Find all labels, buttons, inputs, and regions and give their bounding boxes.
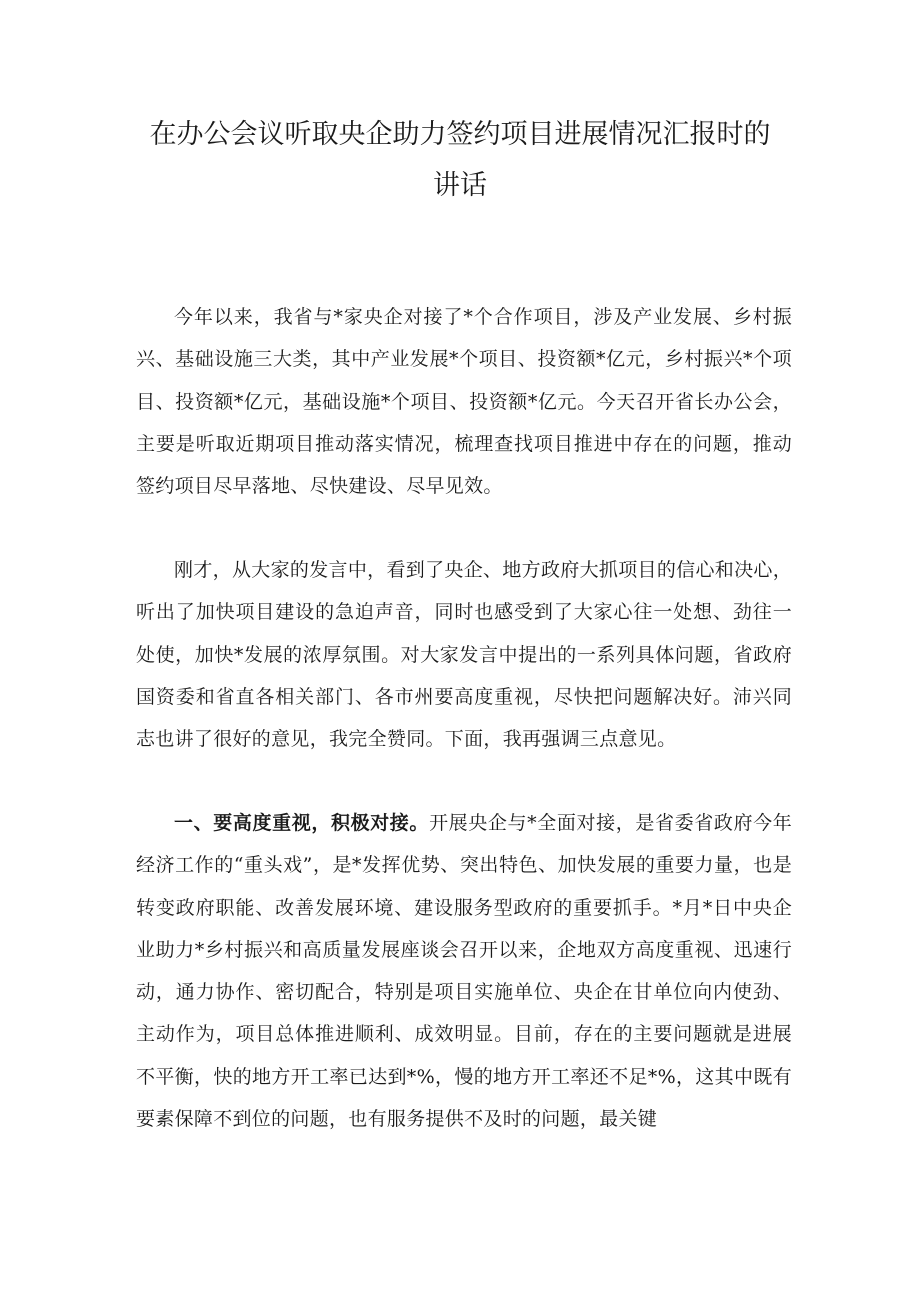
paragraph-3-body: 开展央企与*全面对接，是省委省政府今年经济工作的“重头戏”，是*发挥优势、突出特色、加快发展的重要力量，也是转变政府职能、改善发展环境、建设服务型政府的重要抓手。*月*日中央企业助力*乡村振兴和高质量发展座谈会召开以来，企地双方高度重视、迅速行动，通力协作、密切配合，特别是项目实施单位、央企在甘单位向内使劲、主动作为，项目总体推进顺利、成效明显。目前，存在的主要问题就是进展不平衡，快的地方开工率已达到*%，慢的地方开工率还不足*%，这其中既有要素保障不到位的问题，也有服务提供不及时的问题，最关键 — [136, 812, 793, 1131]
document-title-line2: 讲话 — [433, 170, 487, 201]
document-title-line1: 在办公会议听取央企助力签约项目进展情况汇报时的 — [149, 119, 771, 150]
section-heading-1: 一、要高度重视，积极对接。 — [174, 812, 430, 834]
paragraph-2: 刚才，从大家的发言中，看到了央企、地方政府大抓项目的信心和决心，听出了加快项目建设的急迫声音，同时也感受到了大家心往一处想、劲往一处使，加快*发展的浓厚氛围。对大家发言中提出的一系列具体问题，省政府国资委和省直各相关部门、各市州要高度重视，尽快把问题解决好。沛兴同志也讲了很好的意见，我完全赞同。下面，我再强调三点意见。 — [136, 559, 792, 751]
paragraph-3 — [136, 802, 792, 1140]
paragraph-1: 今年以来，我省与*家央企对接了*个合作项目，涉及产业发展、乡村振兴、基础设施三大类，其中产业发展*个项目、投资额*亿元，乡村振兴*个项目、投资额*亿元，基础设施*个项目、投资额*亿元。今天召开省长办公会，主要是听取近期项目推动落实情况，梳理查找项目推进中存在的问题，推动签约项目尽早落地、尽快建设、尽早见效。 — [136, 306, 792, 498]
